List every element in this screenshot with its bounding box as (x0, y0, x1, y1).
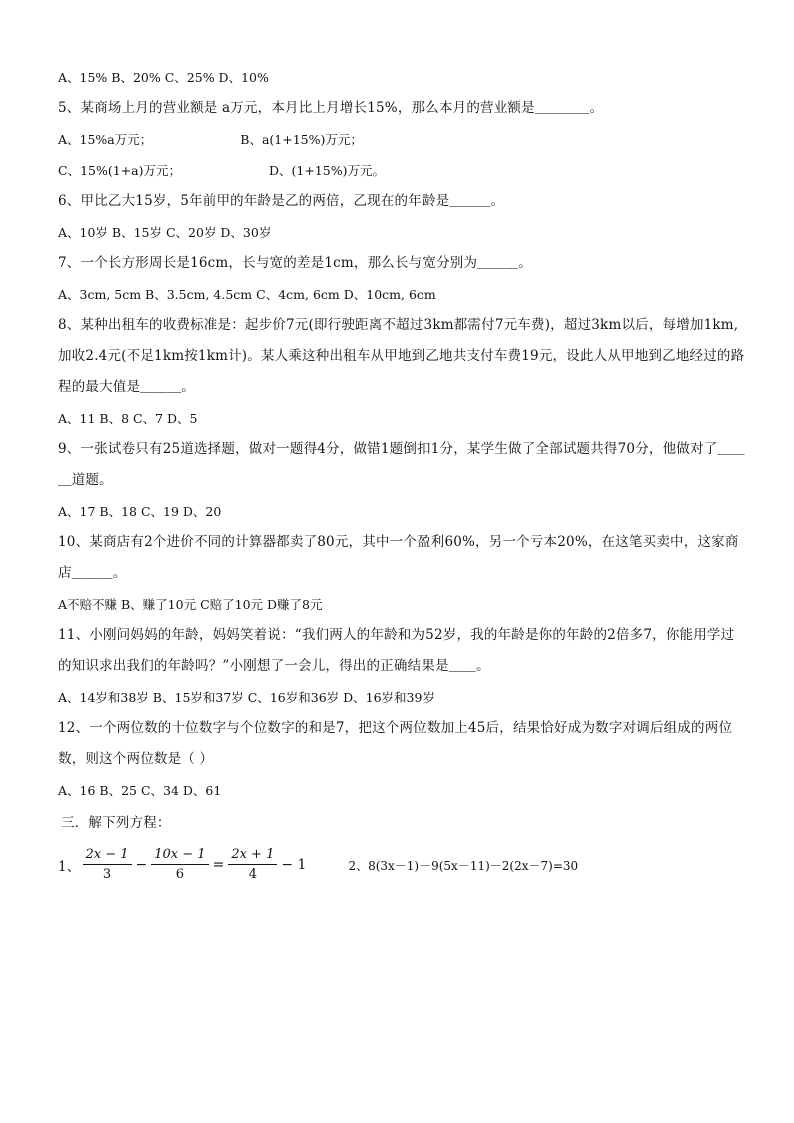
fraction-2-denominator: 6 (175, 867, 185, 882)
q5-option-d: D、(1+15%)万元。 (268, 163, 385, 178)
q10-stem: 10、某商店有2个进价不同的计算器都卖了80元，其中一个盈利60%，另一个亏本20%，在这笔买卖中，这家商店＿＿＿。 (58, 534, 739, 581)
fraction-2 (151, 847, 208, 883)
q5-options-row1 (58, 124, 748, 155)
q8-stem: 8、某种出租车的收费标准是：起步价7元(即行驶距离不超过3km都需付7元车费)，超过3km以后，每增加1km,加收2.4元(不足1km按1km计)。某人乘这种出租车从甲地到乙地共支付车费19元，设此人从甲地到乙地经过的路程的最大值是＿＿＿。 (58, 317, 745, 395)
q4-options: A、15% B、20% C、25% D、10% (58, 70, 269, 85)
fraction-1-numerator: 2x − 1 (83, 847, 132, 865)
equation-1-number: 1、 (58, 859, 81, 875)
fraction-3 (228, 847, 277, 883)
q8-options: A、11 B、8 C、7 D、5 (58, 411, 198, 426)
equations-row (58, 841, 748, 889)
q12-stem: 12、一个两位数的十位数字与个位数字的和是7，把这个两位数加上45后，结果恰好成为数字对调后组成的两位数，则这个两位数是（ ） (58, 720, 733, 767)
operator-minus-one: − 1 (281, 857, 307, 873)
fraction-2-numerator: 10x − 1 (151, 847, 208, 865)
q5-option-c: C、15%(1+a)万元； (58, 163, 181, 178)
q10-options: A不赔不赚 B、赚了10元 C赔了10元 D赚了8元 (58, 597, 323, 612)
q5-option-b: B、a(1+15%)万元； (240, 132, 363, 147)
q12-options: A、16 B、25 C、34 D、61 (58, 783, 222, 798)
fraction-3-numerator: 2x + 1 (228, 847, 277, 865)
worksheet-page (58, 62, 748, 889)
q6-stem: 6、甲比乙大15岁，5年前甲的年龄是乙的两倍，乙现在的年龄是＿＿＿。 (58, 193, 505, 209)
q7-options: A、3cm, 5cm B、3.5cm, 4.5cm C、4cm, 6cm D、10cm, 6cm (58, 287, 436, 302)
q9-stem: 9、一张试卷只有25道选择题，做对一题得4分，做错1题倒扣1分，某学生做了全部试题共得70分，他做对了＿＿＿道题。 (58, 441, 745, 488)
operator-minus: − (135, 857, 148, 873)
q11-stem: 11、小刚问妈妈的年龄，妈妈笑着说：“我们两人的年龄和为52岁，我的年龄是你的年龄的2倍多7，你能用学过的知识求出我们的年龄吗？”小刚想了一会儿，得出的正确结果是＿＿。 (58, 627, 735, 674)
fraction-1 (83, 847, 132, 883)
q9-options: A、17 B、18 C、19 D、20 (58, 504, 222, 519)
equation-2: 2、8(3x－1)－9(5x－11)－2(2x－7)=30 (348, 858, 579, 873)
q11-options: A、14岁和38岁 B、15岁和37岁 C、16岁和36岁 D、16岁和39岁 (58, 690, 435, 705)
q6-options: A、10岁 B、15岁 C、20岁 D、30岁 (58, 225, 272, 240)
operator-equals: = (212, 857, 225, 873)
section-3-title: 三．解下列方程： (61, 815, 171, 831)
q5-option-a: A、15%a万元； (58, 132, 153, 147)
fraction-3-denominator: 4 (248, 867, 257, 882)
fraction-1-denominator: 3 (102, 867, 112, 882)
q7-stem: 7、一个长方形周长是16cm，长与宽的差是1cm，那么长与宽分别为＿＿＿。 (58, 255, 532, 271)
q5-stem: 5、某商场上月的营业额是 a万元，本月比上月增长15%，那么本月的营业额是＿＿＿＿。 (58, 100, 604, 116)
q5-options-row2 (58, 155, 748, 186)
